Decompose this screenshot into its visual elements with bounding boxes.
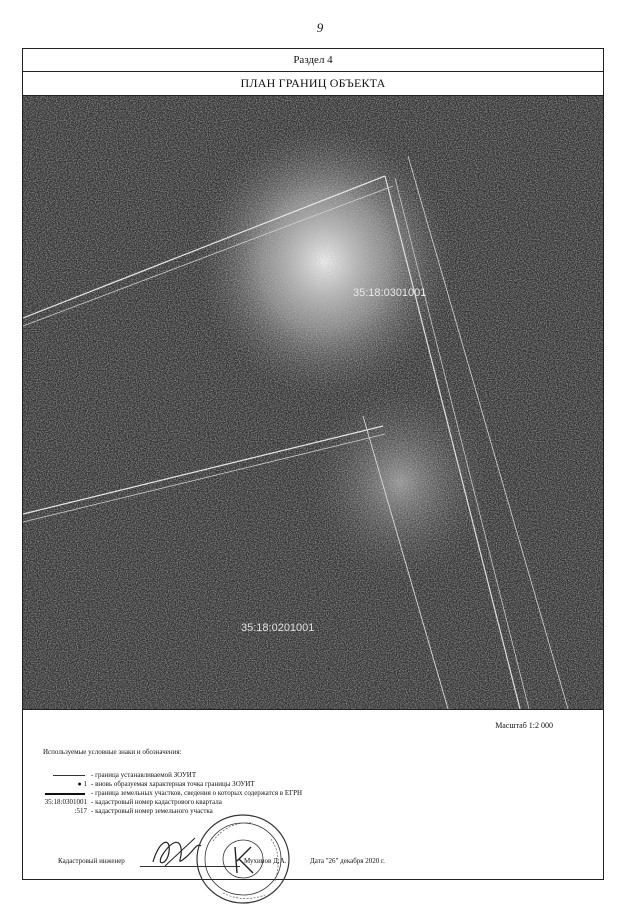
map-texture — [23, 96, 603, 709]
handwritten-signature — [145, 832, 215, 872]
engineer-name: Мухинов Д.А. — [244, 857, 287, 865]
map-image — [23, 96, 603, 709]
document-frame: Раздел 4 ПЛАН ГРАНИЦ ОБЪЕКТА 35:18:0301001 35:18:0201001 Масштаб 1:2 000 Используемые условные знаки и обозначения: - граница устанавливаемой ЗОУИТ ● 1 - вновь образуемая характерная точка границы ЗОУИТ - граница земельных участков, сведения о которых содержатся в ЕГРН 35:18:0301001 - кадастровый номер кадастрового квартала :517 - кадастровый номер земельного участка Кадастровый инженер Мухинов Д.А. Дата "26" декабря 2020 г. — [22, 48, 604, 880]
signature-label: Кадастровый инженер — [58, 857, 125, 865]
legend-symbol-quarter-number: 35:18:0301001 — [44, 798, 87, 806]
map-label-lower: 35:18:0201001 — [241, 622, 315, 634]
legend-symbol-parcel-number: :517 — [74, 807, 87, 815]
map-bottom-rule — [23, 709, 603, 710]
map-canvas — [23, 96, 603, 709]
legend-symbol-point: ● 1 — [77, 780, 87, 788]
section-heading: Раздел 4 — [23, 49, 603, 72]
signature-date: Дата "26" декабря 2020 г. — [310, 857, 385, 865]
page-title: ПЛАН ГРАНИЦ ОБЪЕКТА — [23, 72, 603, 96]
map-label-upper: 35:18:0301001 — [353, 287, 427, 299]
legend-title: Используемые условные знаки и обозначения: — [43, 748, 182, 756]
legend-symbol-thick-line — [23, 789, 87, 798]
legend-symbol-thin-line — [23, 771, 87, 780]
map-scale: Масштаб 1:2 000 — [495, 721, 553, 730]
page-number: 9 — [316, 20, 324, 35]
